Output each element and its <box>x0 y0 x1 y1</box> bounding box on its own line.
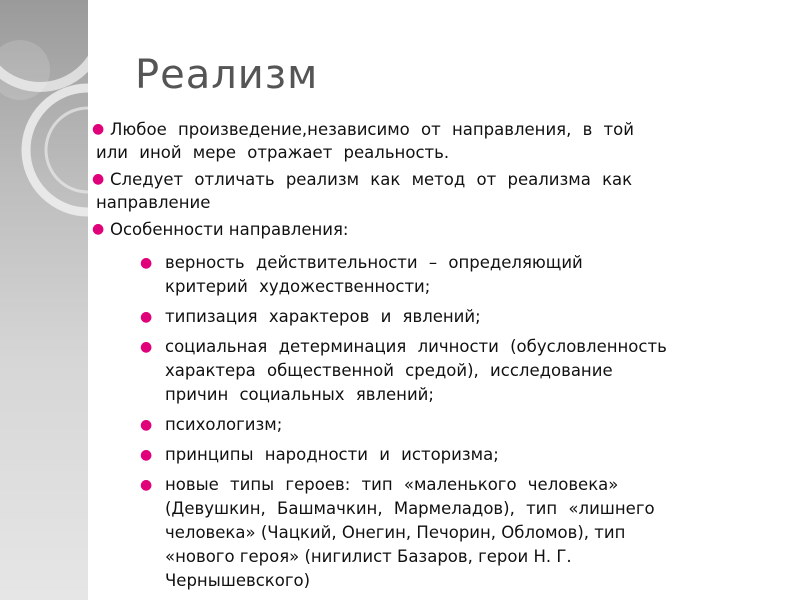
bullet-dot-icon: ● <box>140 255 153 271</box>
sub-bullet-text: характера общественной средой), исследование <box>165 361 613 380</box>
bullet-item <box>92 218 792 241</box>
sub-bullet-text: причин социальных явлений; <box>165 385 434 404</box>
bullet-dot-icon: ● <box>140 309 153 325</box>
sub-bullet-item <box>92 473 792 593</box>
sub-bullet-item <box>92 443 792 467</box>
bullet-text: направление <box>96 193 211 212</box>
sub-bullet-text: Чернышевского) <box>165 571 311 590</box>
bullet-dot-icon: ● <box>92 221 105 237</box>
sub-bullet-text: верность действительности – определяющий <box>165 253 583 272</box>
sub-bullet-text: (Девушкин, Башмачкин, Мармеладов), тип «лишнего <box>165 499 655 518</box>
sub-bullet-item <box>92 251 792 299</box>
sub-bullet-text: типизация характеров и явлений; <box>165 307 481 326</box>
bullet-dot-icon: ● <box>92 121 105 137</box>
sub-bullet-item <box>92 413 792 437</box>
bullet-dot-icon: ● <box>140 477 153 493</box>
bullet-dot-icon: ● <box>140 447 153 463</box>
bullet-text: или иной мере отражает реальность. <box>96 143 450 162</box>
bullet-text: Любое произведение,независимо от направления, в той <box>110 120 634 139</box>
sub-bullet-text: социальная детерминация личности (обусловленность <box>165 337 667 356</box>
bullet-item <box>92 168 792 214</box>
sub-bullet-item <box>92 305 792 329</box>
decorative-left-band <box>0 0 88 600</box>
bullet-text: Следует отличать реализм как метод от реализма как <box>110 170 633 189</box>
sub-bullet-text: критерий художественности; <box>165 277 431 296</box>
slide-title: Реализм <box>135 52 319 98</box>
bullet-dot-icon: ● <box>140 339 153 355</box>
sub-bullet-text: человека» (Чацкий, Онегин, Печорин, Обломов), тип <box>165 523 626 542</box>
sub-bullet-item <box>92 335 792 407</box>
bullet-text: Особенности направления: <box>110 220 349 239</box>
sub-bullet-text: психологизм; <box>165 415 283 434</box>
decorative-circles <box>0 0 88 600</box>
sub-bullet-text: принципы народности и историзма; <box>165 445 499 464</box>
sub-bullet-text: новые типы героев: тип «маленького человека» <box>165 475 619 494</box>
slide-content <box>92 118 792 599</box>
sub-bullet-text: «нового героя» (нигилист Базаров, герои Н. Г. <box>165 547 572 566</box>
bullet-item <box>92 118 792 164</box>
bullet-dot-icon: ● <box>92 171 105 187</box>
bullet-dot-icon: ● <box>140 417 153 433</box>
